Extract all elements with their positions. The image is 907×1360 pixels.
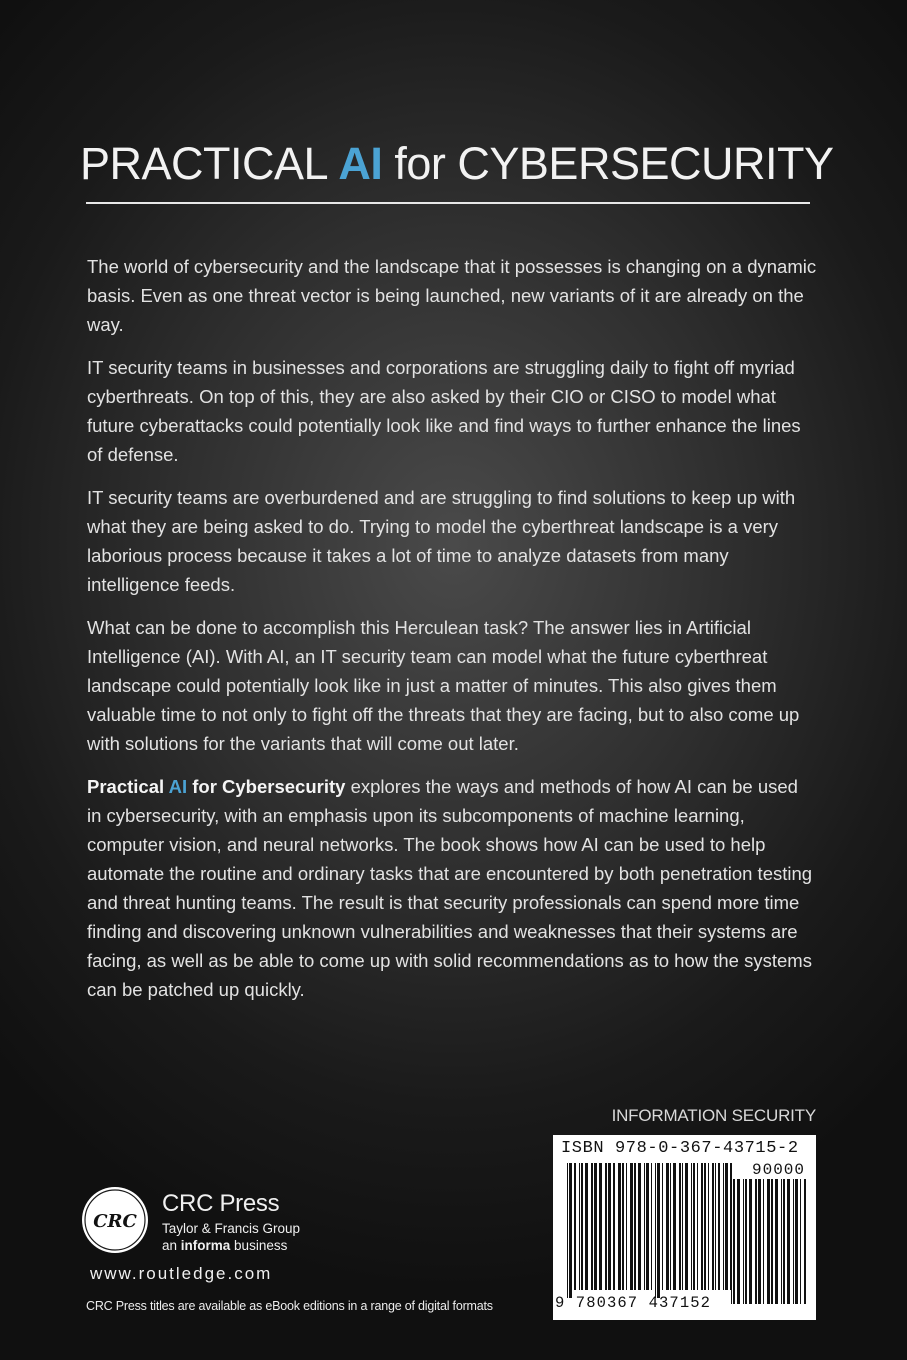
- barcode-bar: [723, 1163, 724, 1290]
- barcode-bar: [758, 1179, 761, 1304]
- barcode-bar: [715, 1163, 716, 1290]
- price-code: 90000: [752, 1161, 806, 1179]
- blurb-book-title-ai: AI: [168, 776, 188, 797]
- subject-category: INFORMATION SECURITY: [611, 1106, 816, 1125]
- barcode-bar: [693, 1163, 695, 1290]
- barcode-bar: [731, 1179, 732, 1304]
- barcode-bar: [781, 1179, 782, 1304]
- barcode-bar: [585, 1163, 588, 1290]
- barcode-bar: [569, 1163, 572, 1298]
- barcode-bar: [651, 1163, 652, 1290]
- barcode-bar: [697, 1163, 698, 1290]
- barcode-bar: [670, 1163, 671, 1290]
- barcode-bar: [599, 1163, 602, 1290]
- barcode-bar: [749, 1179, 752, 1304]
- barcode-bar: [662, 1163, 663, 1290]
- barcode-bar: [685, 1163, 688, 1290]
- title-part2: for CYBERSECURITY: [382, 138, 834, 189]
- barcode-bar: [579, 1163, 580, 1290]
- barcode-bar: [581, 1163, 583, 1290]
- barcode-bar: [783, 1179, 785, 1304]
- isbn-label: ISBN 978-0-367-43715-2: [561, 1139, 799, 1158]
- isbn-barcode: [553, 1135, 816, 1320]
- barcode-bar: [630, 1163, 633, 1290]
- barcode-bar: [771, 1179, 773, 1304]
- barcode-bar: [605, 1163, 607, 1290]
- barcode-bar: [613, 1163, 615, 1290]
- title-divider: [86, 202, 810, 204]
- tagline-suffix: business: [230, 1238, 288, 1253]
- barcode-bar: [574, 1163, 576, 1290]
- barcode-bar: [691, 1163, 692, 1290]
- barcode-bar: [743, 1179, 744, 1304]
- tagline-brand: informa: [180, 1238, 231, 1253]
- barcode-bar: [767, 1179, 770, 1304]
- barcode-bar: [657, 1163, 660, 1298]
- barcode-bars-main: [567, 1163, 735, 1298]
- blurb-paragraph-2: IT security teams in businesses and corporations are struggling daily to fight off myriad cyberthreats. On top of this, they are also asked by their CIO or CISO to model what future cyberattacks could potentially look like and find ways to further enhance the lines of defense.: [87, 357, 801, 465]
- crc-logo: [80, 1185, 150, 1255]
- barcode-bar: [795, 1179, 798, 1304]
- barcode-bar: [673, 1163, 676, 1290]
- barcode-bar: [787, 1179, 790, 1304]
- tagline-prefix: an: [162, 1238, 181, 1253]
- barcode-bar: [646, 1163, 649, 1290]
- publisher-tagline: [162, 1237, 300, 1254]
- barcode-bar: [708, 1163, 709, 1290]
- title-part1: PRACTICAL: [80, 138, 339, 189]
- blurb-paragraph-5-text: explores the ways and methods of how AI can be used in cybersecurity, with an emphasis upon its subcomponents of machine learning, computer vision, and neural networks. The book shows how AI can be used to help automate the routine and ordinary tasks that are encountered by both penetration testing and threat hunting teams. The result is that security professionals can spend more time finding and discovering unknown vulnerabilities and weaknesses that their systems are facing, as well as be able to come up with solid recommendations as to how the systems can be patched up quickly.: [87, 776, 813, 1000]
- barcode-bar: [638, 1163, 641, 1290]
- publisher-website[interactable]: www.routledge.com: [90, 1264, 273, 1283]
- blurb-paragraph-1: The world of cybersecurity and the landscape that it possesses is changing on a dynamic basis. Even as one threat vector is being launched, new variants of it are already on the way.: [87, 256, 817, 335]
- crc-logo-text: CRC: [93, 1211, 137, 1232]
- book-title: [80, 138, 834, 190]
- publisher-block: [162, 1190, 300, 1254]
- blurb-paragraph-4: What can be done to accomplish this Herculean task? The answer lies in Artificial Intelligence (AI). With AI, an IT security team can model what the future cyberthreat landscape could potentially look like in just a matter of minutes. This also gives them valuable time to not only to fight off the threats that they are facing, but to also come up with solutions for the variants that will come out later.: [87, 617, 800, 754]
- blurb: [87, 252, 817, 1018]
- barcode-digits: 9 780367 437152: [555, 1294, 712, 1312]
- barcode-bar: [644, 1163, 645, 1290]
- barcode-bar: [608, 1163, 611, 1290]
- barcode-bar: [591, 1163, 593, 1290]
- barcode-bar: [712, 1163, 714, 1290]
- barcode-bar: [793, 1179, 794, 1304]
- barcode-bar: [737, 1179, 740, 1304]
- barcode-bar: [745, 1179, 747, 1304]
- blurb-book-title-part1: Practical: [87, 776, 169, 797]
- barcode-bar: [567, 1163, 568, 1298]
- barcode-bar: [634, 1163, 636, 1290]
- barcode-bar: [618, 1163, 621, 1290]
- barcode-bar: [679, 1163, 681, 1290]
- publisher-name: CRC Press: [162, 1190, 280, 1217]
- barcode-bar: [718, 1163, 720, 1290]
- barcode-bar: [804, 1179, 806, 1304]
- barcode-bar: [622, 1163, 624, 1290]
- blurb-paragraph-5: [87, 772, 817, 1004]
- barcode-bar: [755, 1179, 757, 1304]
- barcode-bar: [655, 1163, 656, 1298]
- blurb-paragraph-3: IT security teams are overburdened and are struggling to find solutions to keep up with what they are being asked to do. Trying to model the cyberthreat landscape is a very laborious process because it takes a lot of time to analyze datasets from many intelligence feeds.: [87, 487, 796, 595]
- barcode-bar: [626, 1163, 627, 1290]
- barcode-bar: [763, 1179, 764, 1304]
- barcode-bar: [725, 1163, 728, 1290]
- title-accent-ai: AI: [338, 138, 383, 189]
- ebook-note: CRC Press titles are available as eBook editions in a range of digital formats: [86, 1299, 493, 1313]
- barcode-bar: [594, 1163, 597, 1290]
- barcode-bar: [682, 1163, 683, 1290]
- barcode-bar: [733, 1179, 735, 1304]
- barcode-bar: [704, 1163, 706, 1290]
- barcode-bar: [775, 1179, 778, 1304]
- barcode-bars-addon: [731, 1179, 809, 1312]
- barcode-bar: [666, 1163, 669, 1290]
- blurb-book-title-part2: for Cybersecurity: [187, 776, 346, 797]
- barcode-bar: [701, 1163, 703, 1290]
- barcode-bar: [800, 1179, 801, 1304]
- publisher-group: Taylor & Francis Group: [162, 1221, 301, 1236]
